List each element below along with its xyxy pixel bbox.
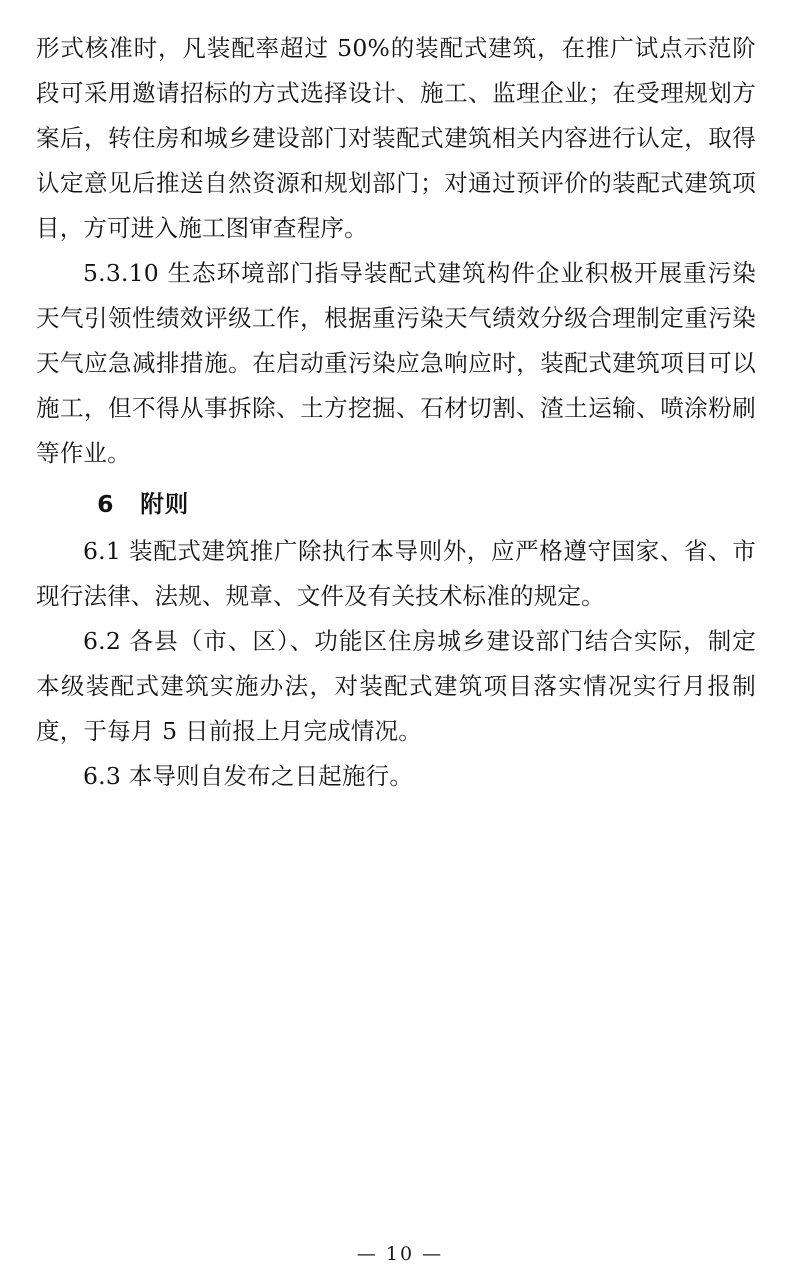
document-body [36,26,756,799]
paragraph-6-3: 6.3 本导则自发布之日起施行。 [83,762,414,790]
page-number: — 10 — [356,1243,444,1265]
section-number: 6 [97,490,115,518]
paragraph-6-1: 6.1 装配式建筑推广除执行本导则外，应严格遵守国家、省、市现行法律、法规、规章、文件及有关技术标准的规定。 [36,537,756,610]
section-heading-6 [36,482,756,527]
paragraph-5-3-10: 5.3.10 生态环境部门指导装配式建筑构件企业积极开展重污染天气引领性绩效评级工作，根据重污染天气绩效分级合理制定重污染天气应急减排措施。在启动重污染应急响应时，装配式建筑项目可以施工，但不得从事拆除、土方挖掘、石材切割、渣土运输、喷涂粉刷等作业。 [36,259,756,467]
paragraph-continued: 形式核准时，凡装配率超过 50%的装配式建筑，在推广试点示范阶段可采用邀请招标的方式选择设计、施工、监理企业；在受理规划方案后，转住房和城乡建设部门对装配式建筑相关内容进行认定，取得认定意见后推送自然资源和规划部门；对通过预评价的装配式建筑项目，方可进入施工图审查程序。 [36,34,756,242]
paragraph-6-2: 6.2 各县（市、区）、功能区住房城乡建设部门结合实际，制定本级装配式建筑实施办法，对装配式建筑项目落实情况实行月报制度，于每月 5 日前报上月完成情况。 [36,627,756,745]
page-footer [0,1243,800,1265]
section-title: 附则 [140,490,190,518]
